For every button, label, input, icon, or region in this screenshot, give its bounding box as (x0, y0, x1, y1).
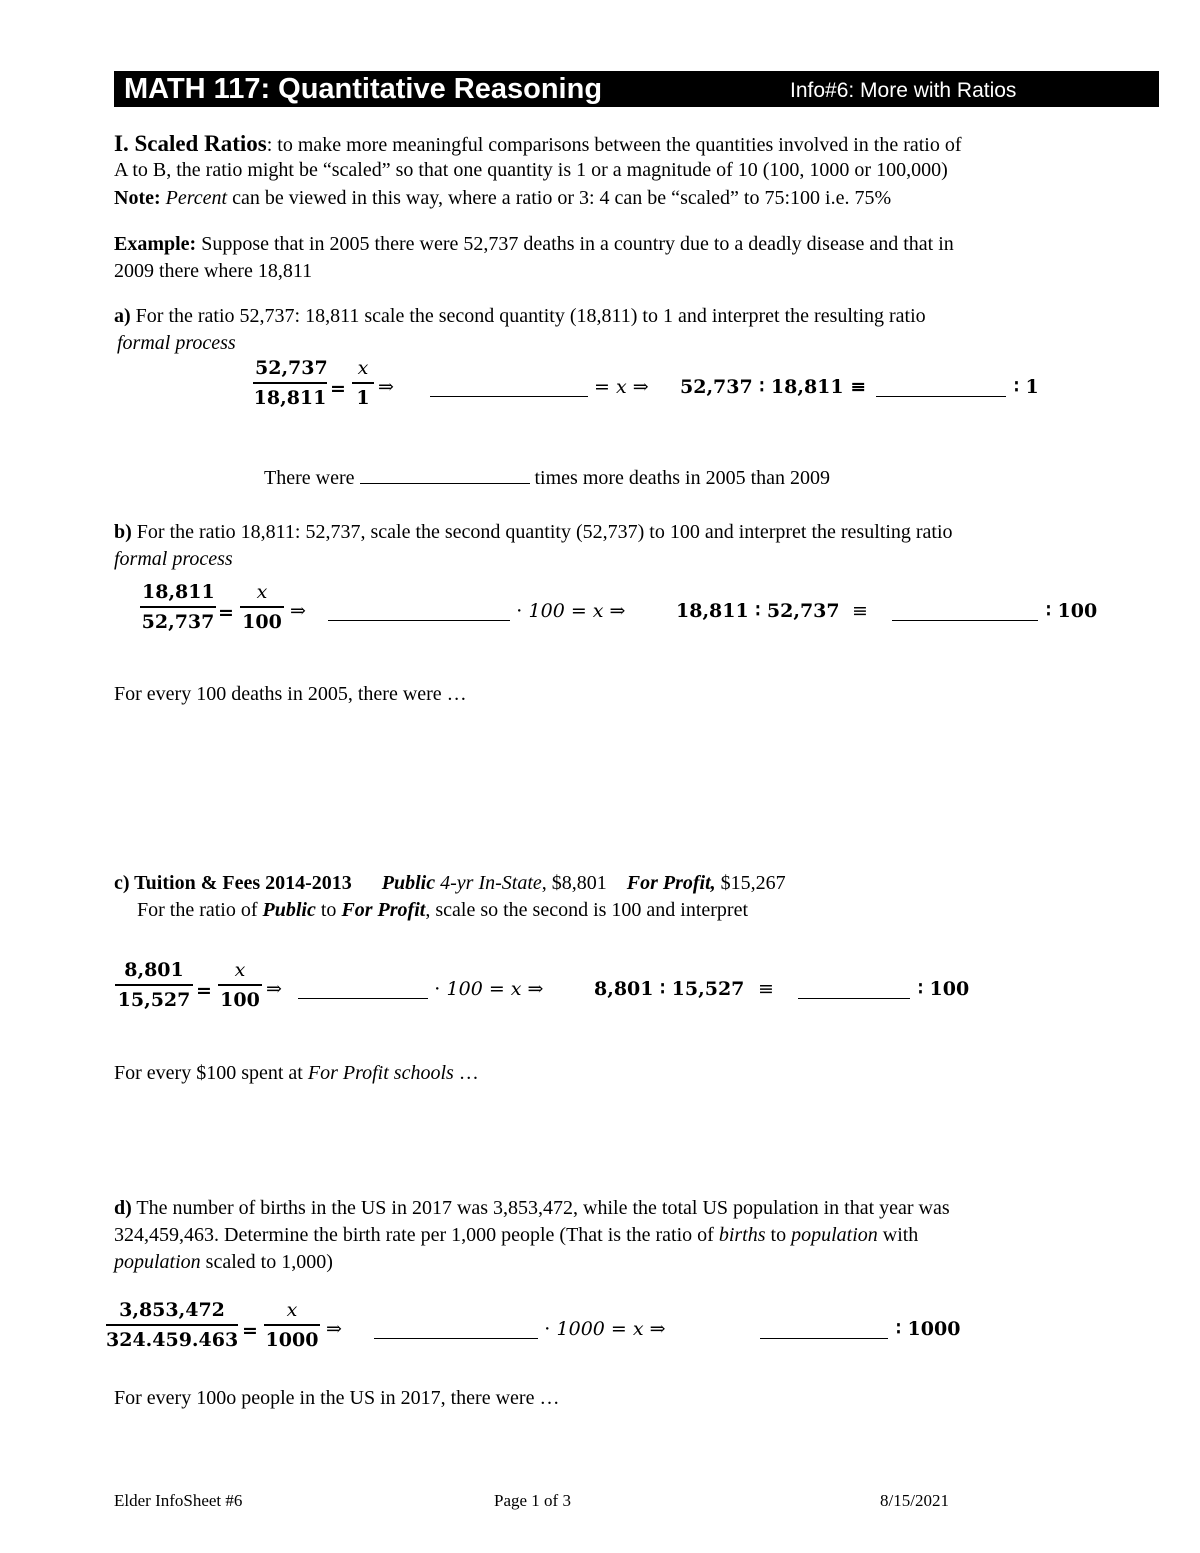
section-intro-line1: I. Scaled Ratios: to make more meaningful comparisons between the quantities involved in the ratio of (114, 131, 962, 156)
example-line1: Example: Suppose that in 2005 there were 52,737 deaths in a country due to a deadly disease and that in (114, 233, 954, 255)
part-b-eq: ⋅ 100 = x ⇒ (516, 600, 626, 622)
part-d-fraction: $\frac{3,853,472}{324.459.463}$ (106, 1299, 239, 1351)
part-c-x-fraction: $\frac{x}{100}$ (218, 959, 262, 1011)
part-a-fraction: $\frac{52,737}{18,811}$ (253, 357, 328, 409)
example-line2: 2009 there where 18,811 (114, 260, 313, 282)
part-c-header: c) Tuition & Fees 2014-2013 Public 4-yr In-State, $8,801 For Profit, $15,267 (114, 872, 786, 894)
part-c-interpretation: For every $100 spent at For Profit schools … (114, 1062, 479, 1084)
part-c-ratio: 8,801 ∶ 15,527 (594, 978, 745, 1000)
part-a-ratio: 52,737 ∶ 18,811 ≡ (680, 376, 867, 398)
part-a-answer-blank-2[interactable] (876, 382, 1006, 397)
part-d-line1: d) The number of births in the US in 2017 was 3,853,472, while the total US population in that year was (114, 1197, 950, 1219)
part-d-line3: population scaled to 1,000) (114, 1251, 333, 1273)
document-subtitle: Info#6: More with Ratios (790, 79, 1017, 102)
section-heading: I. Scaled Ratios (114, 131, 267, 156)
part-b-answer-blank-2[interactable] (892, 606, 1038, 621)
note-line: Note: Percent can be viewed in this way, where a ratio or 3: 4 can be “scaled” to 75:100 i.e. 75% (114, 187, 892, 209)
part-a-interp-blank[interactable] (360, 469, 530, 484)
part-d-answer-blank-1[interactable] (374, 1324, 538, 1339)
part-c-answer-blank-1[interactable] (298, 984, 428, 999)
part-b-process: formal process (114, 548, 233, 570)
part-c-instruction: For the ratio of Public to For Profit, scale so the second is 100 and interpret (137, 899, 749, 921)
document-title: MATH 117: Quantitative Reasoning (124, 73, 603, 105)
section-intro-line2: A to B, the ratio might be “scaled” so that one quantity is 1 or a magnitude of 10 (100, 1000 or 100,000) (114, 159, 948, 181)
footer-date: 8/15/2021 (880, 1491, 949, 1510)
part-a-eq: = x ⇒ (594, 376, 649, 398)
footer-page-number: Page 1 of 3 (494, 1491, 571, 1510)
part-b-interpretation: For every 100 deaths in 2005, there were … (114, 683, 467, 705)
part-d-eq: ⋅ 1000 = x ⇒ (544, 1318, 666, 1340)
part-a-answer-blank-1[interactable] (430, 382, 588, 397)
part-c-fraction: $\frac{8,801}{15,527}$ (115, 959, 193, 1011)
part-a-x-fraction: $\frac{x}{1}$ (352, 357, 374, 409)
part-a-interpretation: There were times more deaths in 2005 than 2009 (264, 467, 831, 489)
part-b-text: b) For the ratio 18,811: 52,737, scale the second quantity (52,737) to 100 and interpret the resulting ratio (114, 521, 953, 543)
part-b-answer-blank-1[interactable] (328, 606, 510, 621)
part-a-process: formal process (117, 332, 236, 354)
part-d-interpretation: For every 100o people in the US in 2017, there were … (114, 1387, 560, 1409)
part-b-ratio: 18,811 ∶ 52,737 (676, 600, 840, 622)
part-c-eq: ⋅ 100 = x ⇒ (434, 978, 544, 1000)
footer-left: Elder InfoSheet #6 (114, 1491, 243, 1510)
part-a-text: a) For the ratio 52,737: 18,811 scale the second quantity (18,811) to 1 and interpret the resulting ratio (114, 305, 926, 327)
part-b-x-fraction: $\frac{x}{100}$ (240, 581, 284, 633)
header-bar (114, 71, 1159, 107)
part-d-x-fraction: $\frac{x}{1000}$ (265, 1299, 319, 1351)
part-d-line2: 324,459,463. Determine the birth rate per 1,000 people (That is the ratio of births to population with (114, 1224, 919, 1246)
part-d-answer-blank-2[interactable] (760, 1324, 888, 1339)
part-b-fraction: $\frac{18,811}{52,737}$ (141, 581, 215, 633)
part-c-answer-blank-2[interactable] (798, 984, 910, 999)
